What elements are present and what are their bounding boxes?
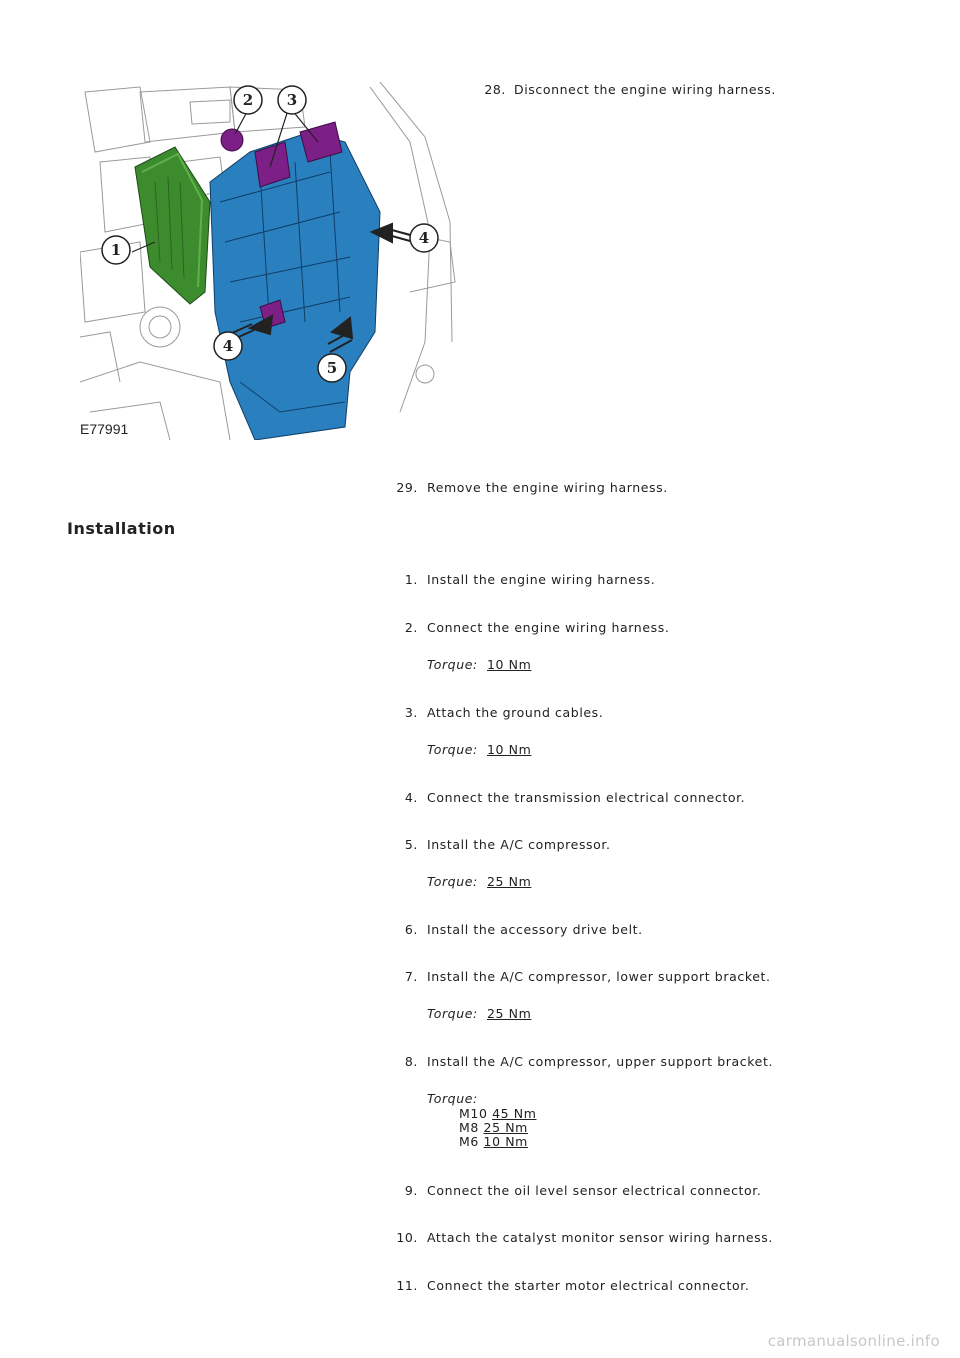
torque-value[interactable]: 10 Nm	[483, 1134, 528, 1149]
step-text: Connect the transmission electrical connector.	[427, 790, 746, 805]
callout-label-3: 3	[286, 91, 298, 109]
torque-label-text: Torque:	[427, 1091, 478, 1106]
step-number: 9.	[404, 1183, 418, 1198]
torque-spec	[427, 742, 531, 757]
step-number: 11.	[396, 1278, 418, 1293]
callout-label-1: 1	[110, 241, 122, 259]
step-text: Install the A/C compressor, upper support bracket.	[427, 1054, 774, 1069]
torque-spec	[427, 1006, 531, 1021]
step-text: Install the accessory drive belt.	[427, 922, 643, 937]
callout-label-4a: 4	[418, 229, 430, 247]
step-number: 29.	[396, 480, 418, 495]
step-text: Remove the engine wiring harness.	[427, 480, 668, 495]
torque-spec	[427, 874, 531, 889]
torque-value[interactable]: 10 Nm	[487, 742, 532, 757]
step-text: Install the A/C compressor, lower support bracket.	[427, 969, 771, 984]
step-number: 1.	[404, 572, 418, 587]
callout-label-4b: 4	[222, 337, 234, 355]
bolt-size: M10	[459, 1106, 488, 1121]
watermark: carmanualsonline.info	[767, 1332, 940, 1350]
figure-code: E77991	[80, 421, 129, 437]
step-number: 28.	[484, 82, 506, 97]
step-number: 5.	[404, 837, 418, 852]
torque-row	[459, 1106, 536, 1121]
section-heading: Installation	[67, 519, 176, 538]
harness-illustration	[80, 82, 460, 440]
torque-label: Torque:	[427, 742, 478, 757]
step-text: Connect the oil level sensor electrical connector.	[427, 1183, 762, 1198]
wiring-harness-figure	[80, 82, 460, 440]
step-text: Install the engine wiring harness.	[427, 572, 656, 587]
step-text: Install the A/C compressor.	[427, 837, 611, 852]
step-number: 2.	[404, 620, 418, 635]
torque-row	[459, 1134, 528, 1149]
torque-label: Torque:	[427, 657, 478, 672]
step-text: Connect the starter motor electrical connector.	[427, 1278, 750, 1293]
step-text: Connect the engine wiring harness.	[427, 620, 670, 635]
bolt-size: M6	[459, 1134, 479, 1149]
step-text: Attach the catalyst monitor sensor wiring harness.	[427, 1230, 773, 1245]
step-number: 8.	[404, 1054, 418, 1069]
bolt-size: M8	[459, 1120, 479, 1135]
torque-value[interactable]: 45 Nm	[492, 1106, 537, 1121]
torque-value[interactable]: 10 Nm	[487, 657, 532, 672]
step-number: 4.	[404, 790, 418, 805]
step-number: 10.	[396, 1230, 418, 1245]
torque-label	[427, 1091, 478, 1106]
step-number: 7.	[404, 969, 418, 984]
step-number: 6.	[404, 922, 418, 937]
callout-label-5: 5	[326, 359, 338, 377]
step-number: 3.	[404, 705, 418, 720]
torque-label: Torque:	[427, 1006, 478, 1021]
torque-row	[459, 1120, 528, 1135]
callout-label-2: 2	[242, 91, 254, 109]
torque-value[interactable]: 25 Nm	[487, 874, 532, 889]
step-text: Disconnect the engine wiring harness.	[514, 82, 776, 97]
torque-spec	[427, 657, 531, 672]
torque-value[interactable]: 25 Nm	[487, 1006, 532, 1021]
torque-value[interactable]: 25 Nm	[483, 1120, 528, 1135]
step-text: Attach the ground cables.	[427, 705, 604, 720]
torque-label: Torque:	[427, 874, 478, 889]
